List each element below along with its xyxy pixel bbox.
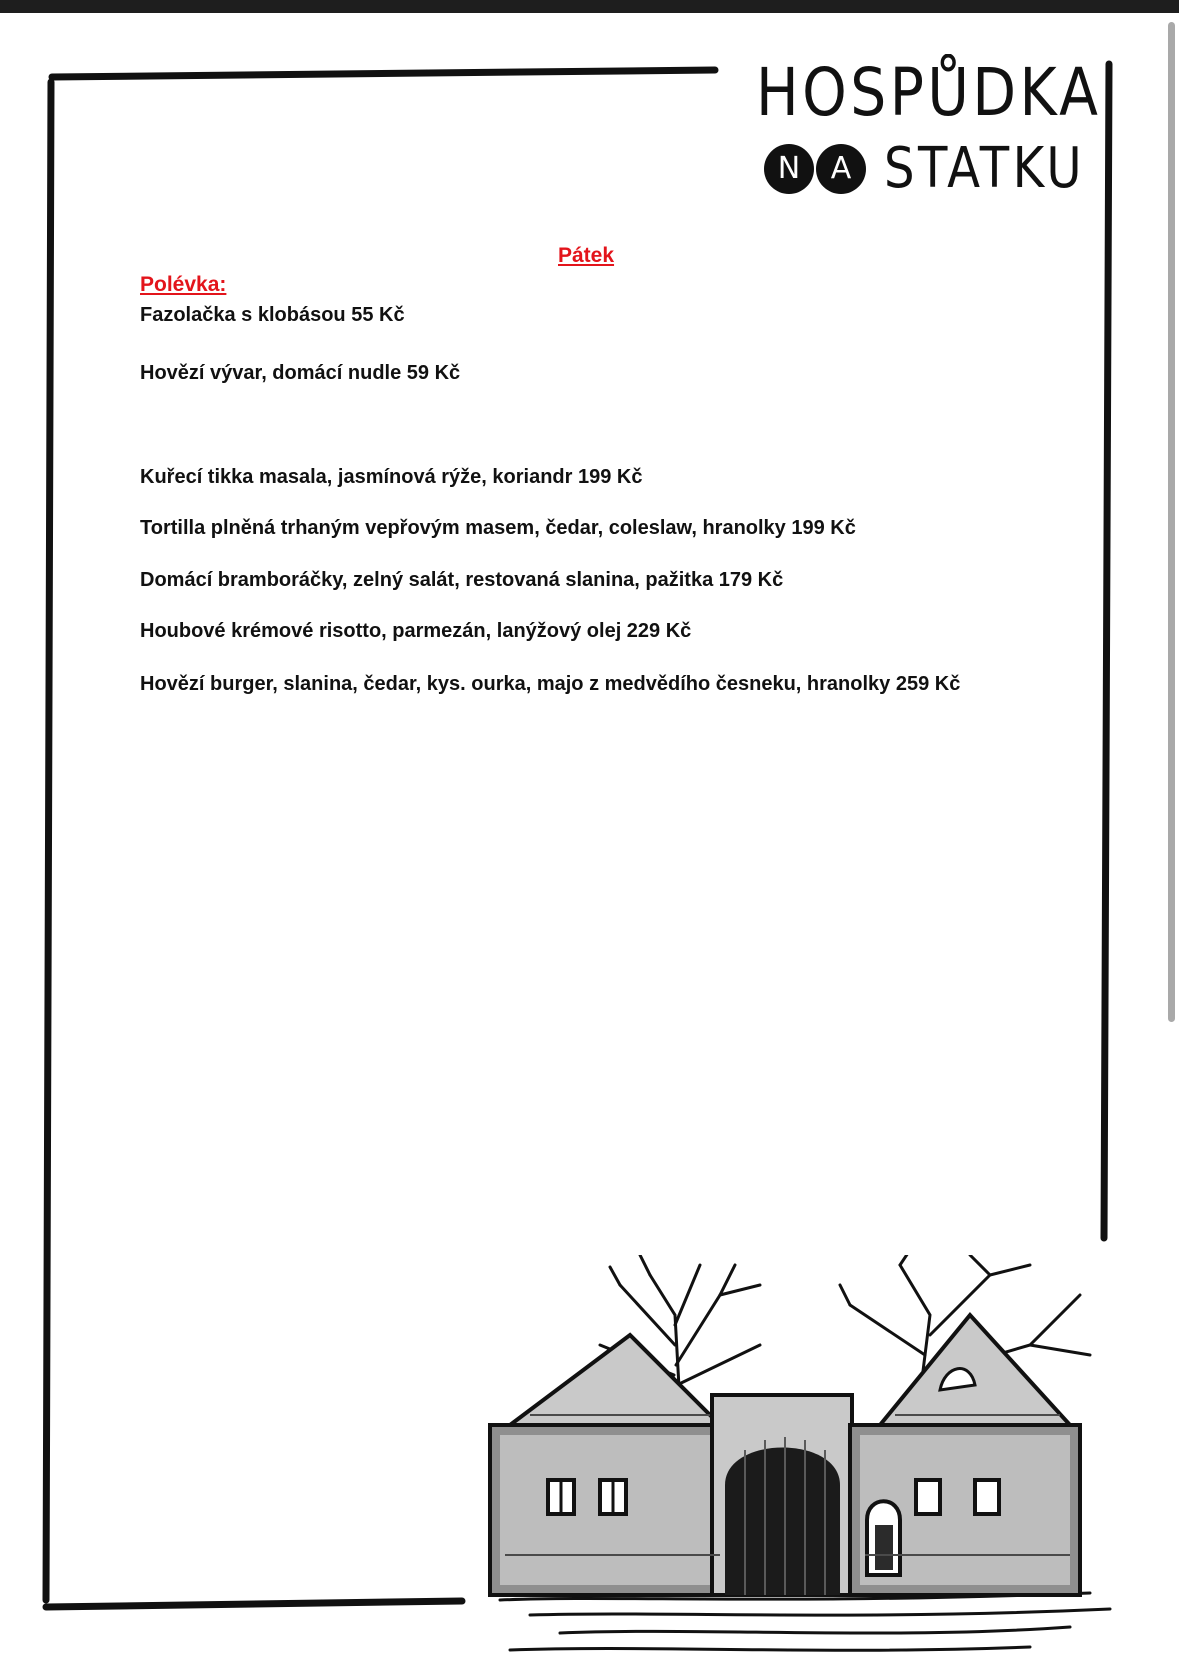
logo-subtitle: STATKU (884, 136, 1086, 201)
main-item-3: Domácí bramboráčky, zelný salát, restovaná slanina, pažitka 179 Kč (140, 569, 784, 591)
main-item-2: Tortilla plněná trhaným vepřovým masem, čedar, coleslaw, hranolky 199 Kč (140, 517, 856, 539)
frame-top-line (52, 70, 715, 77)
frame-left-line (46, 82, 51, 1600)
day-title: Pátek (558, 244, 615, 267)
farmhouse-illustration-icon (470, 1255, 1170, 1665)
frame-bottom-line (46, 1601, 462, 1607)
logo-circle-a: A (816, 144, 866, 194)
logo (750, 48, 1102, 201)
logo-circle-n: N (764, 144, 814, 194)
main-item-4: Houbové krémové risotto, parmezán, lanýžový olej 229 Kč (140, 620, 692, 642)
main-item-5: Hovězí burger, slanina, čedar, kys. ourka, majo z medvědího česneku, hranolky 259 Kč (140, 673, 961, 695)
logo-subtitle-row (764, 136, 1118, 201)
frame-right-line (1104, 64, 1109, 1238)
soup-item-2: Hovězí vývar, domácí nudle 59 Kč (140, 362, 461, 384)
scrollbar-thumb[interactable] (1168, 22, 1175, 1022)
logo-title: HOSPŮDKA (756, 54, 1102, 131)
soup-heading: Polévka: (140, 273, 227, 296)
soup-item-1: Fazolačka s klobásou 55 Kč (140, 304, 405, 326)
main-item-1: Kuřecí tikka masala, jasmínová rýže, koriandr 199 Kč (140, 466, 643, 488)
